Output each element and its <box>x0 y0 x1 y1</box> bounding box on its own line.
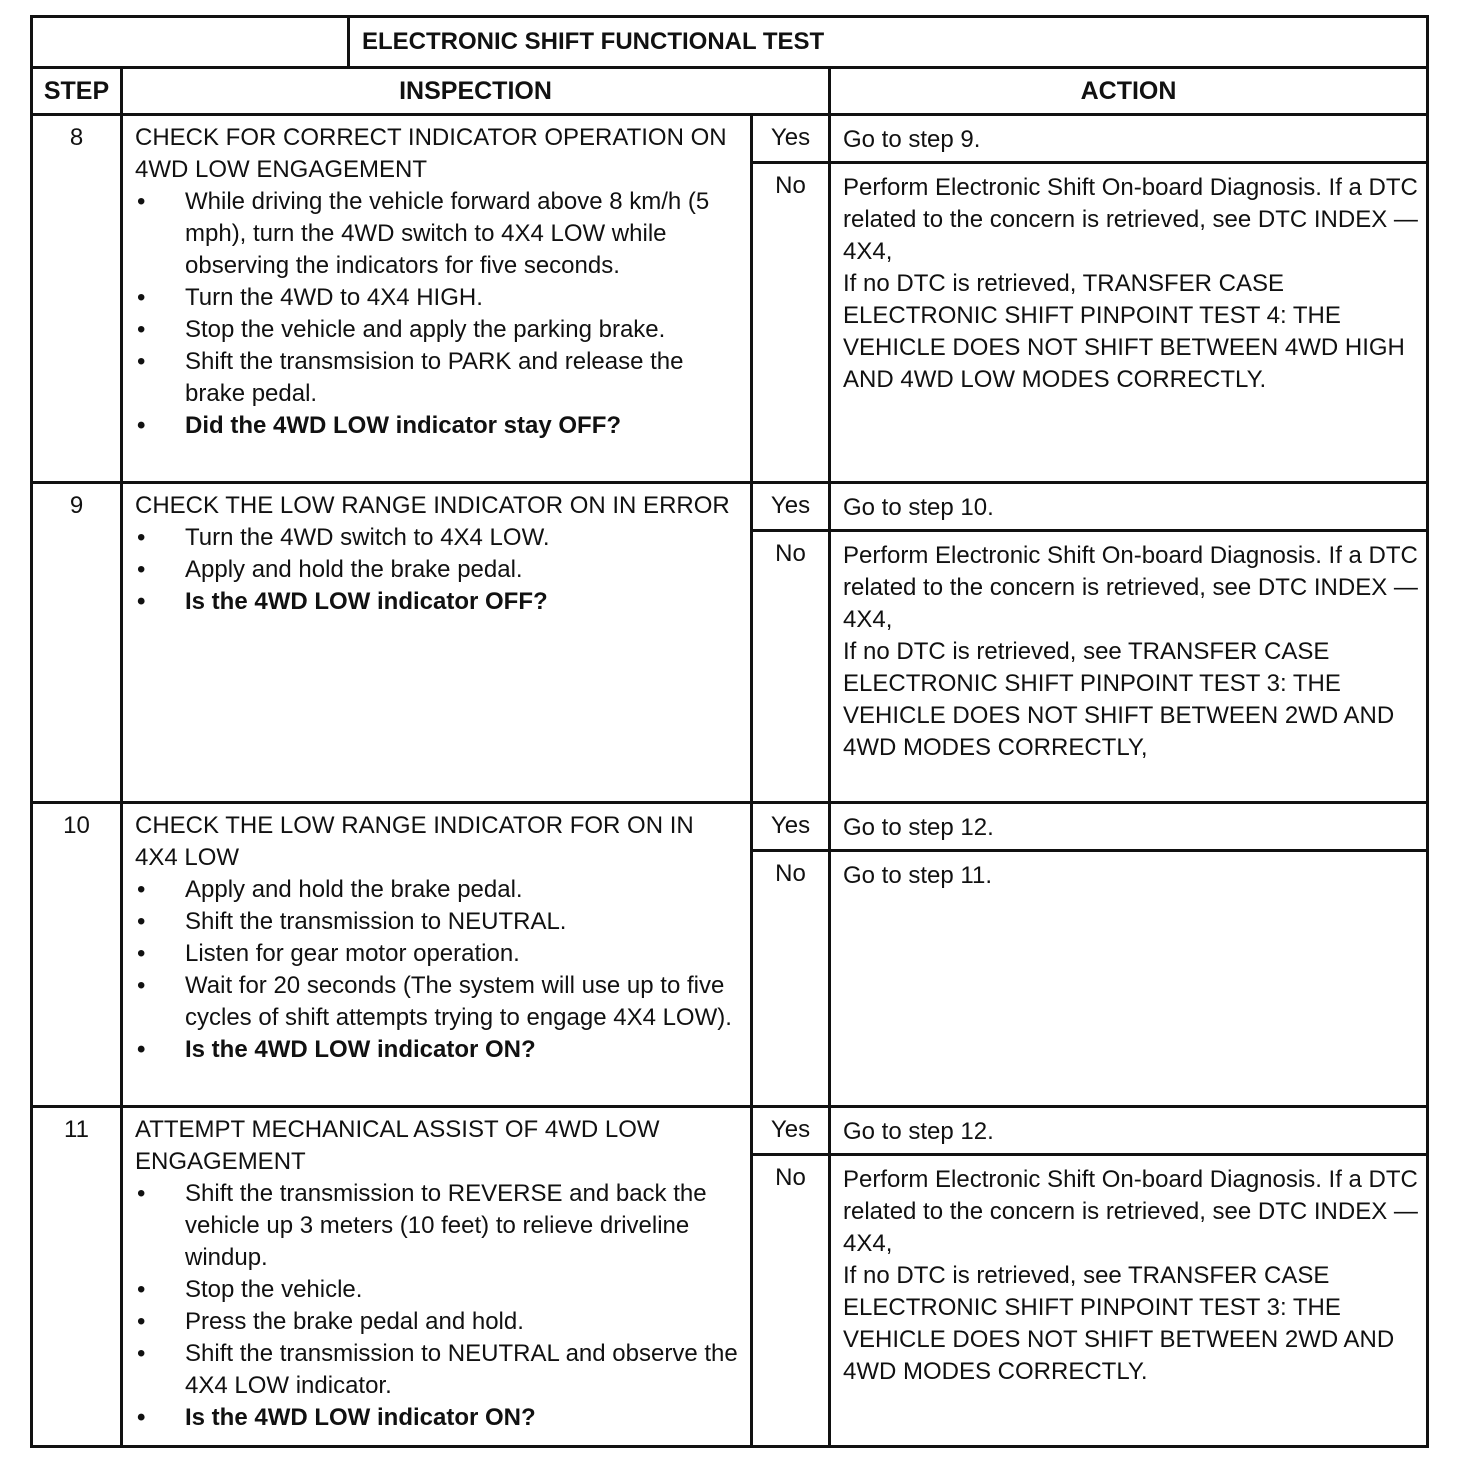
bullet-text: Shift the transmission to NEUTRAL. <box>185 908 567 935</box>
bullet-text: Shift the transmission to NEUTRAL and observe the 4X4 LOW indicator. <box>185 1340 738 1399</box>
title-blank-cell <box>32 17 349 68</box>
bullet-text: While driving the vehicle forward above 8 km/h (5 mph), turn the 4WD switch to 4X4 LOW while observing the indicators for five seconds. <box>185 188 710 279</box>
header-row <box>32 68 1428 115</box>
inspection-bullet-item <box>135 1338 742 1402</box>
no-action: Perform Electronic Shift On-board Diagnosis. If a DTC related to the concern is retrieved, see DTC INDEX — 4X4, If no DTC is retrieved, TRANSFER CASE ELECTRONIC SHIFT PINPOINT TEST 4: THE VEHICLE DOES NOT SHIFT BETWEEN 4WD HIGH AND 4WD LOW MODES CORRECTLY. <box>830 163 1428 483</box>
bullet-dot-icon: • <box>137 412 146 439</box>
inspection-bullet-item <box>135 1306 742 1338</box>
inspection-bullet-item <box>135 1178 742 1274</box>
inspection-bullet-item <box>135 522 742 554</box>
no-action: Go to step 11. <box>830 851 1428 1107</box>
bullet-dot-icon: • <box>137 1180 146 1207</box>
yes-label: Yes <box>752 483 830 531</box>
bullet-dot-icon: • <box>137 188 146 215</box>
step-number: 8 <box>32 115 122 483</box>
yes-action: Go to step 12. <box>830 1107 1428 1155</box>
bullet-text: Stop the vehicle. <box>185 1276 363 1303</box>
inspection-cell <box>122 115 752 483</box>
bullet-dot-icon: • <box>137 972 146 999</box>
yes-label: Yes <box>752 1107 830 1155</box>
no-label: No <box>752 163 830 483</box>
bullet-text: Turn the 4WD switch to 4X4 LOW. <box>185 524 550 551</box>
no-label: No <box>752 851 830 1107</box>
bullet-dot-icon: • <box>137 1308 146 1335</box>
table-title: ELECTRONIC SHIFT FUNCTIONAL TEST <box>349 17 1428 68</box>
yes-action: Go to step 10. <box>830 483 1428 531</box>
inspection-bullet-item <box>135 314 742 346</box>
inspection-question <box>135 410 742 442</box>
title-row <box>32 17 1428 68</box>
bullet-dot-icon: • <box>137 284 146 311</box>
inspection-bullets <box>135 1178 742 1434</box>
yes-action: Go to step 12. <box>830 803 1428 851</box>
bullet-dot-icon: • <box>137 940 146 967</box>
bullet-text: Stop the vehicle and apply the parking brake. <box>185 316 666 343</box>
inspection-bullet-item <box>135 874 742 906</box>
inspection-heading: ATTEMPT MECHANICAL ASSIST OF 4WD LOW ENGAGEMENT <box>135 1116 660 1175</box>
bullet-dot-icon: • <box>137 1404 146 1431</box>
step-number: 11 <box>32 1107 122 1447</box>
inspection-bullet-item <box>135 554 742 586</box>
header-action: ACTION <box>830 68 1428 115</box>
no-action: Perform Electronic Shift On-board Diagnosis. If a DTC related to the concern is retrieved, see DTC INDEX — 4X4, If no DTC is retrieved, see TRANSFER CASE ELECTRONIC SHIFT PINPOINT TEST 3: THE VEHICLE DOES NOT SHIFT BETWEEN 2WD AND 4WD MODES CORRECTLY. <box>830 1155 1428 1447</box>
step-row <box>32 1107 1428 1155</box>
inspection-bullet-item <box>135 186 742 282</box>
bullet-dot-icon: • <box>137 556 146 583</box>
bullet-dot-icon: • <box>137 1036 146 1063</box>
bullet-text: Apply and hold the brake pedal. <box>185 876 523 903</box>
no-label: No <box>752 531 830 803</box>
inspection-question <box>135 586 742 618</box>
inspection-bullet-item <box>135 906 742 938</box>
inspection-bullet-item <box>135 970 742 1034</box>
functional-test-table <box>30 15 1429 1448</box>
bullet-text: Wait for 20 seconds (The system will use up to five cycles of shift attempts trying to engage 4X4 LOW). <box>185 972 732 1031</box>
bullet-text: Shift the transmsision to PARK and release the brake pedal. <box>185 348 684 407</box>
bullet-text: Apply and hold the brake pedal. <box>185 556 523 583</box>
inspection-bullets <box>135 186 742 442</box>
inspection-cell <box>122 1107 752 1447</box>
yes-action: Go to step 9. <box>830 115 1428 163</box>
inspection-heading: CHECK FOR CORRECT INDICATOR OPERATION ON 4WD LOW ENGAGEMENT <box>135 124 727 183</box>
inspection-question <box>135 1034 742 1066</box>
step-row <box>32 483 1428 531</box>
header-inspection: INSPECTION <box>122 68 830 115</box>
bullet-dot-icon: • <box>137 1340 146 1367</box>
inspection-heading: CHECK THE LOW RANGE INDICATOR ON IN ERROR <box>135 492 730 519</box>
step-number: 9 <box>32 483 122 803</box>
bullet-dot-icon: • <box>137 876 146 903</box>
inspection-bullets <box>135 874 742 1066</box>
inspection-bullet-item <box>135 1274 742 1306</box>
inspection-bullet-item <box>135 346 742 410</box>
no-action: Perform Electronic Shift On-board Diagnosis. If a DTC related to the concern is retrieved, see DTC INDEX — 4X4, If no DTC is retrieved, see TRANSFER CASE ELECTRONIC SHIFT PINPOINT TEST 3: THE VEHICLE DOES NOT SHIFT BETWEEN 2WD AND 4WD MODES CORRECTLY, <box>830 531 1428 803</box>
step-number: 10 <box>32 803 122 1107</box>
bullet-text: Shift the transmission to REVERSE and back the vehicle up 3 meters (10 feet) to relieve driveline windup. <box>185 1180 707 1271</box>
inspection-question <box>135 1402 742 1434</box>
inspection-cell <box>122 483 752 803</box>
inspection-cell <box>122 803 752 1107</box>
bullet-dot-icon: • <box>137 1276 146 1303</box>
question-text: Is the 4WD LOW indicator ON? <box>185 1036 536 1063</box>
question-text: Did the 4WD LOW indicator stay OFF? <box>185 412 622 439</box>
bullet-text: Listen for gear motor operation. <box>185 940 520 967</box>
bullet-text: Turn the 4WD to 4X4 HIGH. <box>185 284 483 311</box>
bullet-dot-icon: • <box>137 348 146 375</box>
bullet-dot-icon: • <box>137 908 146 935</box>
inspection-heading: CHECK THE LOW RANGE INDICATOR FOR ON IN 4X4 LOW <box>135 812 694 871</box>
inspection-bullets <box>135 522 742 618</box>
step-row <box>32 115 1428 163</box>
question-text: Is the 4WD LOW indicator ON? <box>185 1404 536 1431</box>
bullet-text: Press the brake pedal and hold. <box>185 1308 524 1335</box>
question-text: Is the 4WD LOW indicator OFF? <box>185 588 548 615</box>
step-row <box>32 803 1428 851</box>
bullet-dot-icon: • <box>137 316 146 343</box>
no-label: No <box>752 1155 830 1447</box>
inspection-bullet-item <box>135 938 742 970</box>
yes-label: Yes <box>752 115 830 163</box>
header-step: STEP <box>32 68 122 115</box>
bullet-dot-icon: • <box>137 588 146 615</box>
yes-label: Yes <box>752 803 830 851</box>
bullet-dot-icon: • <box>137 524 146 551</box>
inspection-bullet-item <box>135 282 742 314</box>
